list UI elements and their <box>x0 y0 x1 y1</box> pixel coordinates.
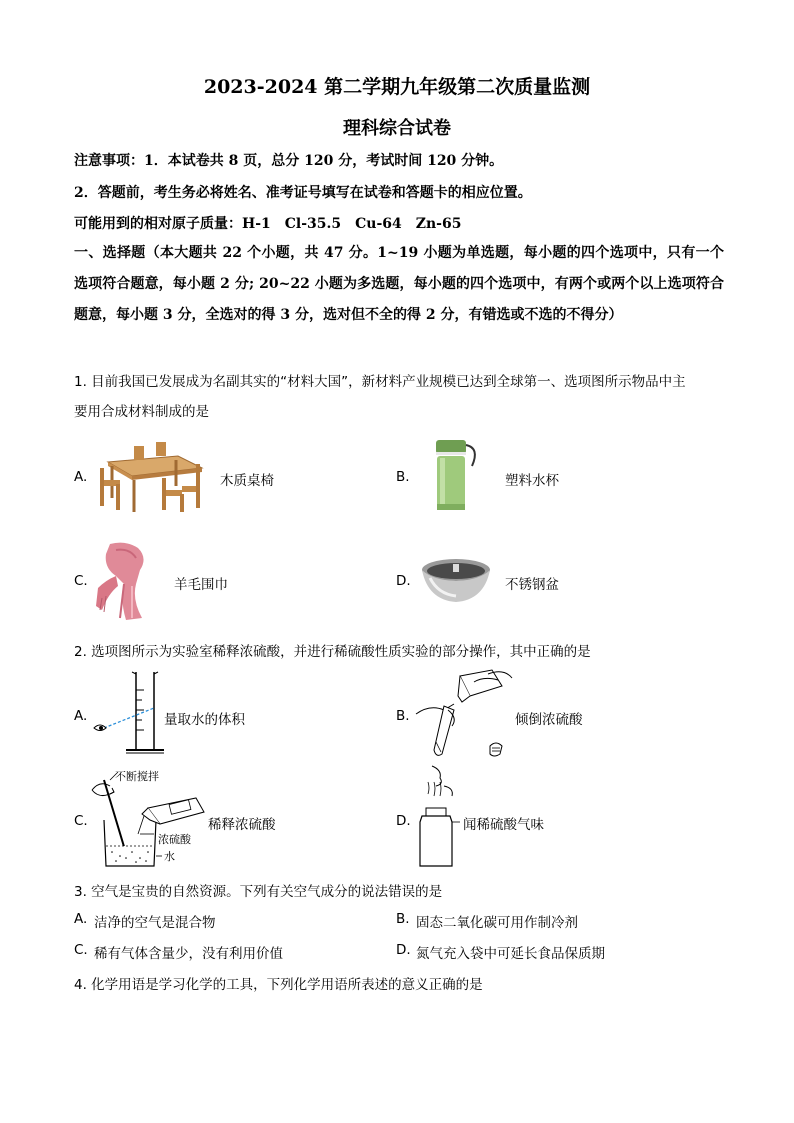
plastic-water-cup-icon <box>428 440 484 514</box>
page-title: 2023-2024 第二学期九年级第二次质量监测 <box>203 76 591 98</box>
q2-option-b-letter: B. <box>396 708 410 724</box>
notes-line-1: 注意事项：1．本试卷共 8 页，总分 120 分，考试时间 120 分钟。 <box>74 153 504 169</box>
q3-stem: 3. 空气是宝贵的自然资源。下列有关空气成分的说法错误的是 <box>74 884 443 900</box>
section-heading: 一、选择题（本大题共 22 个小题，共 47 分。1~19 小题为单选题，每小题的四个选项中，只有一个选项符合题意，每小题 2 分; 20~22 小题为多选题，每小题的四个选项中，有两个或两个以上选项符合题意，每小题 3 分，全选对的得 3 分，选对但不全的得 2 分，有错选或不选的不得分） <box>74 245 724 323</box>
q3-option-c-text: 稀有气体含量少，没有利用价值 <box>94 946 283 962</box>
pouring-acid-icon <box>414 666 514 766</box>
q3-option-d-letter: D. <box>396 942 411 958</box>
q1-option-b-text: 塑料水杯 <box>505 473 559 489</box>
q1-option-d-letter: D. <box>396 573 411 589</box>
smelling-acid-diagram <box>414 764 466 870</box>
q1-option-a-text: 木质桌椅 <box>220 473 274 489</box>
notes-line-2: 2．答题前，考生务必将姓名、准考证号填写在试卷和答题卡的相应位置。 <box>74 185 532 201</box>
page-subtitle: 理科综合试卷 <box>343 118 451 139</box>
water-label: 水 <box>164 850 175 863</box>
q1-stem-line-1: 1. 目前我国已发展成为名副其实的“材料大国”，新材料产业规模已达到全球第一、选项图所示物品中主 <box>74 374 686 390</box>
q1-option-c-letter: C. <box>74 573 88 589</box>
notes-line-3: 可能用到的相对原子质量：H-1 Cl-35.5 Cu-64 Zn-65 <box>74 216 462 232</box>
q3-option-a-letter: A. <box>74 911 88 927</box>
q3-option-b-text: 固态二氧化碳可用作制冷剂 <box>416 915 578 931</box>
q2-option-a-text: 量取水的体积 <box>164 712 245 728</box>
q1-option-a-letter: A. <box>74 469 88 485</box>
stainless-steel-bowl-icon <box>420 556 492 606</box>
q3-option-b-letter: B. <box>396 911 410 927</box>
q4-stem: 4. 化学用语是学习化学的工具，下列化学用语所表述的意义正确的是 <box>74 977 483 993</box>
q2-option-b-text: 倾倒浓硫酸 <box>515 712 583 728</box>
q3-option-d-text: 氮气充入袋中可延长食品保质期 <box>416 946 605 962</box>
q1-option-c-text: 羊毛围巾 <box>174 577 228 593</box>
acid-label: 浓硫酸 <box>158 833 191 846</box>
q3-option-c-letter: C. <box>74 942 88 958</box>
graduated-cylinder-icon <box>92 670 172 760</box>
q2-stem: 2. 选项图所示为实验室稀释浓硫酸，并进行稀硫酸性质实验的部分操作，其中正确的是 <box>74 644 591 660</box>
q2-option-c-text: 稀释浓硫酸 <box>208 817 276 833</box>
q3-option-a-text: 洁净的空气是混合物 <box>94 915 216 931</box>
q1-option-d-text: 不锈钢盆 <box>505 577 559 593</box>
q1-stem-line-2: 要用合成材料制成的是 <box>74 404 209 420</box>
wooden-table-chairs-icon <box>98 438 208 518</box>
wool-scarf-icon <box>96 540 156 622</box>
q2-option-c-letter: C. <box>74 813 88 829</box>
q2-option-a-letter: A. <box>74 708 88 724</box>
stir-label: 不断搅拌 <box>115 770 159 783</box>
q2-option-d-text: 闻稀硫酸气味 <box>463 817 544 833</box>
q2-option-d-letter: D. <box>396 813 411 829</box>
q1-option-b-letter: B. <box>396 469 410 485</box>
